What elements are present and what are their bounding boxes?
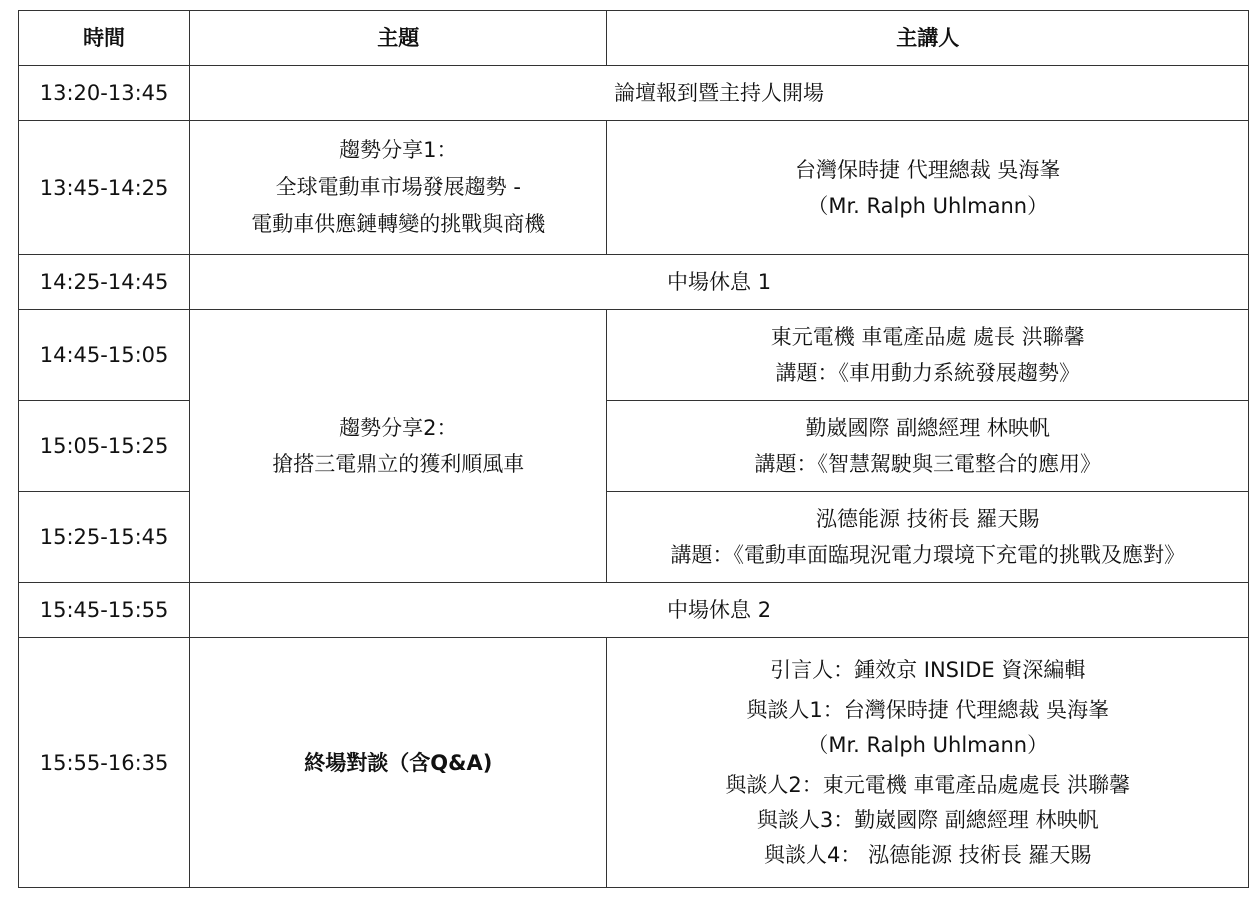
topic-cell <box>190 121 607 255</box>
speaker-cell <box>607 121 1249 255</box>
header-speaker: 主講人 <box>607 11 1249 66</box>
merged-cell: 中場休息 1 <box>190 255 1249 310</box>
speaker-line: 與談人4： 泓德能源 技術長 羅天賜 <box>764 842 1092 867</box>
speaker-line: （Mr. Ralph Uhlmann） <box>807 732 1049 757</box>
header-topic: 主題 <box>190 11 607 66</box>
speaker-line: 與談人2：東元電機 車電產品處處長 洪聯馨 <box>725 772 1131 797</box>
speaker-line: 講題：《電動車面臨現況電力環境下充電的挑戰及應對》 <box>670 543 1185 567</box>
topic-line: 電動車供應鏈轉變的挑戰與商機 <box>251 212 546 236</box>
table-row <box>19 638 1249 888</box>
speaker-cell <box>607 401 1249 492</box>
speaker-line: 台灣保時捷 代理總裁 吳海峯 <box>795 157 1061 182</box>
time-cell: 13:45-14:25 <box>19 121 190 255</box>
speaker-line: 講題：《車用動力系統發展趨勢》 <box>775 361 1080 385</box>
speaker-line: 勤崴國際 副總經理 林映帆 <box>805 416 1050 440</box>
agenda-table <box>18 10 1249 888</box>
topic-line: 搶搭三電鼎立的獲利順風車 <box>272 452 525 476</box>
topic-cell <box>190 310 607 583</box>
speaker-line: 引言人：鍾效京 INSIDE 資深編輯 <box>770 657 1086 682</box>
merged-cell: 中場休息 2 <box>190 583 1249 638</box>
header-time: 時間 <box>19 11 190 66</box>
speaker-line: （Mr. Ralph Uhlmann） <box>807 193 1049 218</box>
speaker-cell <box>607 492 1249 583</box>
table-row <box>19 66 1249 121</box>
speaker-cell <box>607 638 1249 888</box>
time-cell: 14:25-14:45 <box>19 255 190 310</box>
table-row <box>19 583 1249 638</box>
speaker-line: 與談人1：台灣保時捷 代理總裁 吳海峯 <box>746 697 1110 722</box>
time-cell: 14:45-15:05 <box>19 310 190 401</box>
speaker-line: 泓德能源 技術長 羅天賜 <box>816 507 1040 531</box>
speaker-line: 講題：《智慧駕駛與三電整合的應用》 <box>754 452 1101 476</box>
topic-line: 趨勢分享1： <box>339 138 458 162</box>
table-row <box>19 121 1249 255</box>
header-row <box>19 11 1249 66</box>
speaker-line: 與談人3：勤崴國際 副總經理 林映帆 <box>756 807 1099 832</box>
topic-line: 全球電動車市場發展趨勢 - <box>275 175 521 199</box>
speaker-line: 東元電機 車電產品處 處長 洪聯馨 <box>770 325 1085 349</box>
table-row <box>19 310 1249 401</box>
topic-cell: 終場對談（含Q&A) <box>190 638 607 888</box>
time-cell: 15:25-15:45 <box>19 492 190 583</box>
speaker-cell <box>607 310 1249 401</box>
time-cell: 15:45-15:55 <box>19 583 190 638</box>
time-cell: 15:05-15:25 <box>19 401 190 492</box>
topic-line: 趨勢分享2： <box>339 416 458 440</box>
time-cell: 13:20-13:45 <box>19 66 190 121</box>
merged-cell: 論壇報到暨主持人開場 <box>190 66 1249 121</box>
time-cell: 15:55-16:35 <box>19 638 190 888</box>
table-row <box>19 255 1249 310</box>
